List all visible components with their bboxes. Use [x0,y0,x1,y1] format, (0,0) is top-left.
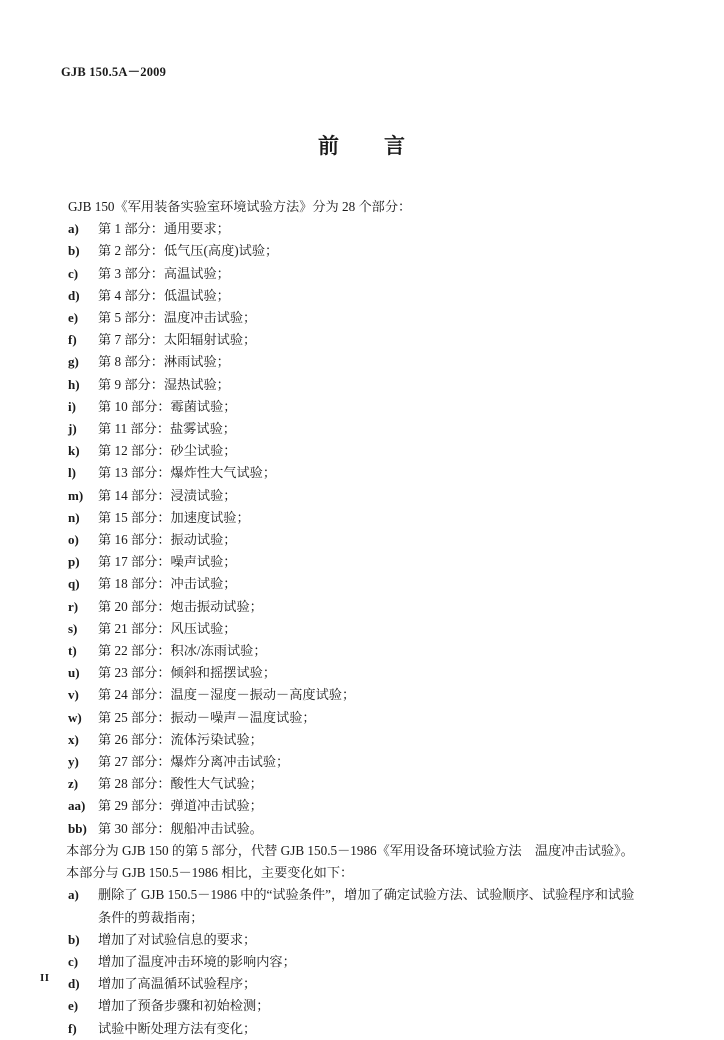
part-list-item [0,396,724,418]
part-list-item [0,729,724,751]
part-list-item [0,818,724,840]
parts-list [0,218,724,840]
part-list-item-marker: r) [68,598,79,614]
change-list-item-marker: f) [68,1020,77,1036]
part-list-item-text: 第 16 部分：振动试验； [98,532,237,548]
part-list-item-marker: f) [68,332,77,348]
part-list-item [0,573,724,595]
part-list-item [0,773,724,795]
part-list-item-text: 第 10 部分：霉菌试验； [98,398,237,414]
part-list-item-marker: y) [68,754,79,770]
foreword-content [0,196,724,1040]
part-list-item-marker: g) [68,354,79,370]
change-list-item-text: 增加了对试验信息的要求； [98,931,257,947]
replaces-statement: 本部分为 GJB 150 的第 5 部分，代替 GJB 150.5－1986《军用设备环境试验方法 温度冲击试验》。 [66,842,634,858]
changes-list [0,884,724,1039]
part-list-item [0,662,724,684]
part-list-item [0,618,724,640]
part-list-item-marker: t) [68,643,77,659]
part-list-item-marker: k) [68,443,80,459]
change-list-item [0,951,724,973]
change-list-item [0,884,724,928]
part-list-item-marker: o) [68,532,79,548]
part-list-item-text: 第 26 部分：流体污染试验； [98,731,263,747]
part-list-item-marker: i) [68,398,76,414]
part-list-item-marker: x) [68,731,79,747]
part-list-item [0,485,724,507]
part-list-item-marker: q) [68,576,80,592]
part-list-item-marker: m) [68,487,84,503]
change-list-item-text: 试验中断处理方法有变化； [98,1020,257,1036]
part-list-item [0,462,724,484]
part-list-item-text: 第 20 部分：炮击振动试验； [98,598,263,614]
part-list-item-text: 第 15 部分：加速度试验； [98,509,250,525]
part-list-item-text: 第 5 部分：温度冲击试验； [98,310,257,326]
part-list-item [0,440,724,462]
part-list-item-marker: v) [68,687,79,703]
part-list-item-text: 第 2 部分：低气压(高度)试验； [98,243,279,259]
change-list-item-text: 增加了温度冲击环境的影响内容； [98,953,296,969]
part-list-item-marker: s) [68,620,78,636]
part-list-item-text: 第 25 部分：振动－噪声－温度试验； [98,709,316,725]
change-list-item-text: 增加了预备步骤和初始检测； [98,998,270,1014]
change-list-item-text: 删除了 GJB 150.5－1986 中的“试验条件”，增加了确定试验方法、试验顺序、试验程序和试验条件的剪裁指南； [98,887,635,925]
part-list-item [0,507,724,529]
part-list-item-text: 第 17 部分：噪声试验； [98,554,237,570]
part-list-item-marker: z) [68,776,79,792]
change-list-item [0,929,724,951]
page-title: 前 言 [318,134,406,158]
part-list-item [0,240,724,262]
part-list-item-marker: e) [68,310,79,326]
change-list-item [0,995,724,1017]
change-list-item [0,1018,724,1040]
part-list-item-text: 第 21 部分：风压试验； [98,620,237,636]
change-list-item-marker: b) [68,931,80,947]
part-list-item [0,529,724,551]
part-list-item-text: 第 7 部分：太阳辐射试验； [98,332,257,348]
part-list-item [0,596,724,618]
part-list-item-marker: aa) [68,798,86,814]
part-list-item-marker: w) [68,709,82,725]
part-list-item [0,640,724,662]
part-list-item [0,795,724,817]
part-list-item [0,285,724,307]
part-list-item-marker: j) [68,421,77,437]
standard-number: GJB 150.5A－2009 [61,65,167,79]
part-list-item [0,684,724,706]
part-list-item-marker: n) [68,509,80,525]
part-list-item-text: 第 18 部分：冲击试验； [98,576,237,592]
part-list-item [0,263,724,285]
change-list-item-marker: d) [68,976,80,992]
part-list-item-marker: l) [68,465,76,481]
page-number: II [40,972,50,984]
part-list-item-text: 第 28 部分：酸性大气试验； [98,776,263,792]
part-list-item-text: 第 24 部分：温度－湿度－振动－高度试验； [98,687,356,703]
part-list-item-text: 第 29 部分：弹道冲击试验； [98,798,263,814]
part-list-item-text: 第 12 部分：砂尘试验； [98,443,237,459]
part-list-item [0,751,724,773]
part-list-item-marker: d) [68,287,80,303]
part-list-item-marker: h) [68,376,80,392]
part-list-item-text: 第 4 部分：低温试验； [98,287,230,303]
part-list-item-text: 第 22 部分：积冰/冻雨试验； [98,643,267,659]
part-list-item [0,374,724,396]
part-list-item-marker: a) [68,221,79,237]
part-list-item-text: 第 14 部分：浸渍试验； [98,487,237,503]
change-list-item-marker: a) [68,887,79,903]
changes-intro: 本部分与 GJB 150.5－1986 相比，主要变化如下： [66,865,354,881]
part-list-item-marker: b) [68,243,80,259]
part-list-item-marker: p) [68,554,80,570]
intro-paragraph: GJB 150《军用装备实验室环境试验方法》分为 28 个部分： [68,199,412,214]
part-list-item-text: 第 30 部分：舰船冲击试验。 [98,820,263,836]
part-list-item [0,218,724,240]
part-list-item-text: 第 27 部分：爆炸分离冲击试验； [98,754,290,770]
part-list-item-text: 第 1 部分：通用要求； [98,221,230,237]
part-list-item-text: 第 11 部分：盐雾试验； [98,421,236,437]
part-list-item [0,418,724,440]
change-list-item-marker: c) [68,953,79,969]
change-list-item-text: 增加了高温循环试验程序； [98,976,257,992]
part-list-item-text: 第 23 部分：倾斜和摇摆试验； [98,665,277,681]
part-list-item-marker: c) [68,265,79,281]
part-list-item-text: 第 8 部分：淋雨试验； [98,354,230,370]
part-list-item-marker: bb) [68,820,87,836]
part-list-item-marker: u) [68,665,80,681]
change-list-item-marker: e) [68,998,79,1014]
part-list-item [0,329,724,351]
running-header [61,62,166,80]
part-list-item [0,707,724,729]
part-list-item-text: 第 9 部分：湿热试验； [98,376,230,392]
part-list-item [0,551,724,573]
part-list-item [0,307,724,329]
part-list-item [0,351,724,373]
change-list-item [0,973,724,995]
part-list-item-text: 第 13 部分：爆炸性大气试验； [98,465,277,481]
part-list-item-text: 第 3 部分：高温试验； [98,265,230,281]
